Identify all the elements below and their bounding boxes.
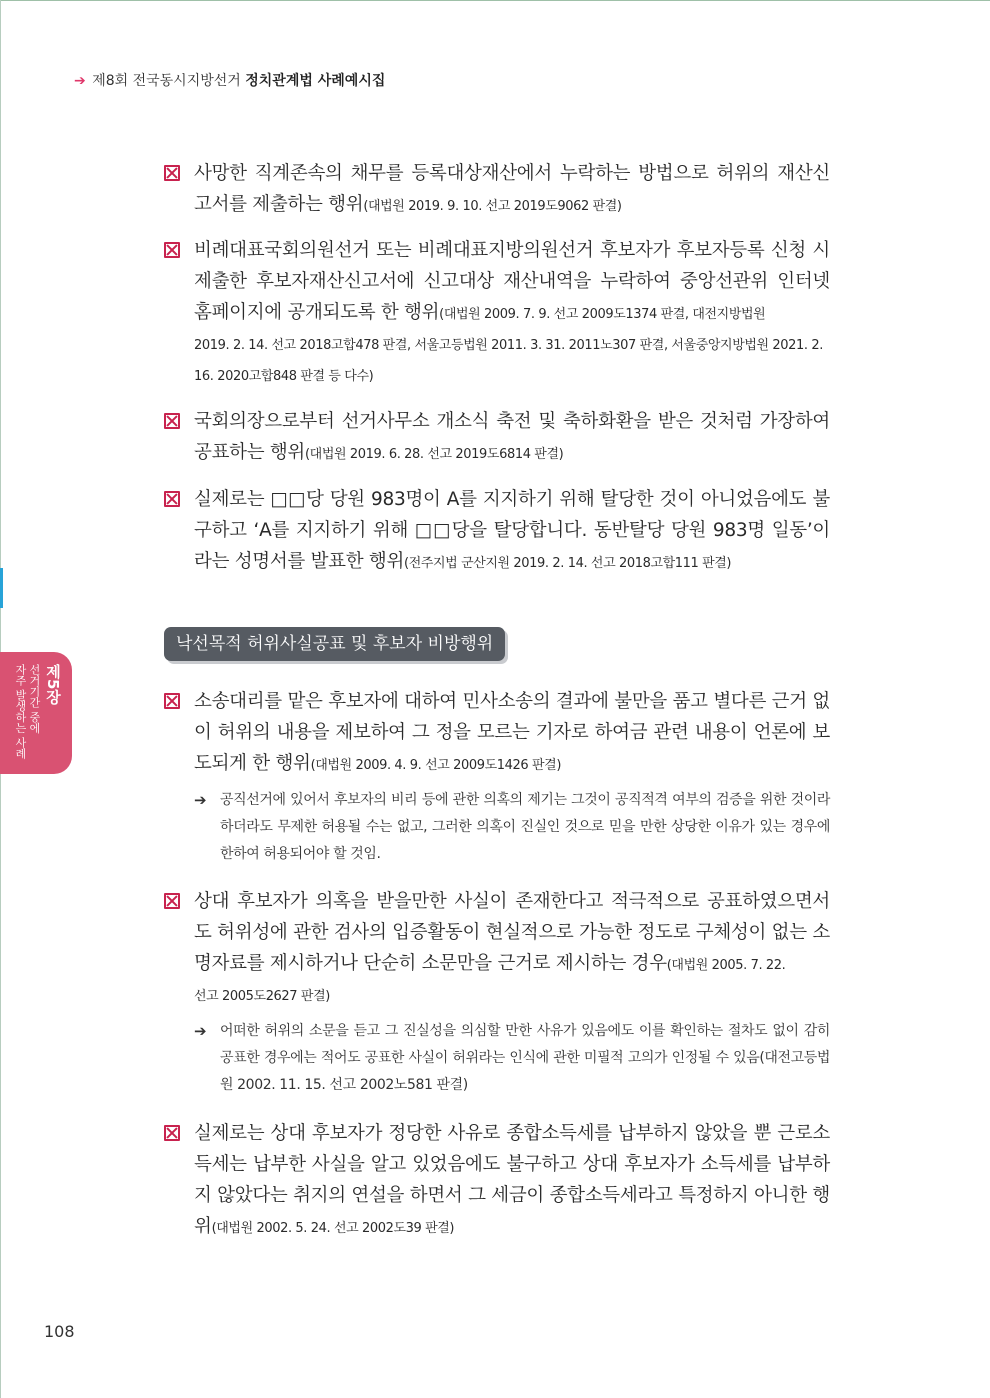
- top-border-line: [0, 0, 990, 1]
- x-box-icon: [164, 693, 180, 709]
- x-box-icon: [164, 165, 180, 181]
- case-text: 비례대표국회의원선거 또는 비례대표지방의원선거 후보자가 후보자등록 신청 시 제출한 후보자재산신고서에 신고대상 재산내역을 누락하여 중앙선관위 인터넷 홈페이지에 공개되도록 한 행위(대법원 2009. 7. 9. 선고 2009도1374 판결, 대전지방법원: [194, 240, 830, 323]
- x-box-icon: [164, 413, 180, 429]
- case-citation: (대법원 2009. 7. 9. 선고 2009도1374 판결, 대전지방법원: [439, 307, 766, 322]
- case-citation: (대법원 2005. 7. 22.: [666, 958, 786, 973]
- case-item-7: [164, 1118, 830, 1244]
- x-box-icon: [164, 1125, 180, 1141]
- case-text: 상대 후보자가 의혹을 받을만한 사실이 존재한다고 적극적으로 공표하였으면서도 허위성에 관한 검사의 입증활동이 현실적으로 가능한 정도로 구체성이 없는 소명자료를 제시하거나 단순히 소문만을 근거로 제시하는 경우(대법원 2005. 7. 22.: [194, 891, 830, 974]
- case-citation: (대법원 2009. 4. 9. 선고 2009도1426 판결): [310, 758, 561, 773]
- case-note-text: 어떠한 허위의 소문을 듣고 그 진실성을 의심할 만한 사유가 있음에도 이를 확인하는 절차도 없이 감히 공표한 경우에는 적어도 공표한 사실이 허위라는 인식에 관한 미필적 고의가 인정될 수 있음(대전고등법원 2002. 11. 15. 선고 2002노581 판결): [220, 1023, 830, 1093]
- page-number: 108: [44, 1322, 75, 1341]
- case-text: 소송대리를 맡은 후보자에 대하여 민사소송의 결과에 불만을 품고 별다른 근거 없이 허위의 내용을 제보하여 그 정을 모르는 기자로 하여금 관련 내용이 언론에 보도되게 한 행위(대법원 2009. 4. 9. 선고 2009도1426 판결): [194, 691, 830, 774]
- case-text: 실제로는 □□당 당원 983명이 A를 지지하기 위해 탈당한 것이 아니었음에도 불구하고 ‘A를 지지하기 위해 □□당을 탈당합니다. 동반탈당 당원 983명 일동’이라는 성명서를 발표한 행위(전주지법 군산지원 2019. 2. 14. 선고 2018고합111 판결): [194, 489, 830, 572]
- chapter-side-tab: [0, 652, 72, 774]
- case-text: 국회의장으로부터 선거사무소 개소식 축전 및 축하화환을 받은 것처럼 가장하여 공표하는 행위(대법원 2019. 6. 28. 선고 2019도6814 판결): [194, 411, 830, 463]
- section-heading: 낙선목적 허위사실공표 및 후보자 비방행위: [164, 627, 505, 661]
- case-citation: (대법원 2019. 9. 10. 선고 2019도9062 판결): [363, 199, 622, 214]
- arrow-right-icon: ➔: [194, 1022, 207, 1040]
- running-header: [74, 70, 385, 90]
- case-citation: (전주지법 군산지원 2019. 2. 14. 선고 2018고합111 판결): [404, 556, 732, 571]
- case-item-1: [164, 158, 830, 222]
- x-box-icon: [164, 893, 180, 909]
- chapter-number: 제5장: [44, 664, 62, 705]
- chapter-title-line2: 자주 발생하는 사례: [14, 664, 27, 759]
- case-note: [194, 1018, 830, 1099]
- chapter-title-line1: 선거기간 중에: [28, 664, 41, 734]
- case-item-3: [164, 406, 830, 470]
- case-note: [194, 787, 830, 868]
- case-note-text: 공직선거에 있어서 후보자의 비리 등에 관한 의혹의 제기는 그것이 공직적격 여부의 검증을 위한 것이라 하더라도 무제한 허용될 수는 없고, 그러한 의혹이 진실인 것으로 믿을 만한 상당한 이유가 있는 경우에 한하여 허용되어야 할 것임.: [220, 792, 830, 862]
- header-arrow-icon: ➔: [74, 73, 86, 89]
- left-edge-marker: [0, 568, 3, 608]
- case-text: 사망한 직계존속의 채무를 등록대상재산에서 누락하는 방법으로 허위의 재산신고서를 제출하는 행위(대법원 2019. 9. 10. 선고 2019도9062 판결): [194, 163, 830, 215]
- case-citation-continued: 2019. 2. 14. 선고 2018고합478 판결, 서울고등법원 2011. 3. 31. 2011노307 판결, 서울중앙지방법원 2021. 2. 16. 2020고합848 판결 등 다수): [194, 338, 823, 384]
- x-box-icon: [164, 491, 180, 507]
- case-item-4: [164, 484, 830, 579]
- header-title: 정치관계법 사례예시집: [245, 73, 386, 89]
- case-item-2: [164, 235, 830, 392]
- case-citation: (대법원 2002. 5. 24. 선고 2002도39 판결): [211, 1221, 455, 1236]
- x-box-icon: [164, 242, 180, 258]
- case-citation: (대법원 2019. 6. 28. 선고 2019도6814 판결): [305, 447, 564, 462]
- case-citation-continued: 선고 2005도2627 판결): [194, 989, 330, 1004]
- case-item-6: [164, 886, 830, 1099]
- header-prefix: 제8회 전국동시지방선거: [92, 73, 246, 89]
- case-item-5: [164, 686, 830, 868]
- arrow-right-icon: ➔: [194, 791, 207, 809]
- case-text: 실제로는 상대 후보자가 정당한 사유로 종합소득세를 납부하지 않았을 뿐 근로소득세는 납부한 사실을 알고 있었음에도 불구하고 상대 후보자가 소득세를 납부하지 않았다는 취지의 연설을 하면서 그 세금이 종합소득세라고 특정하지 아니한 행위(대법원 2002. 5. 24. 선고 2002도39 판결): [194, 1123, 830, 1237]
